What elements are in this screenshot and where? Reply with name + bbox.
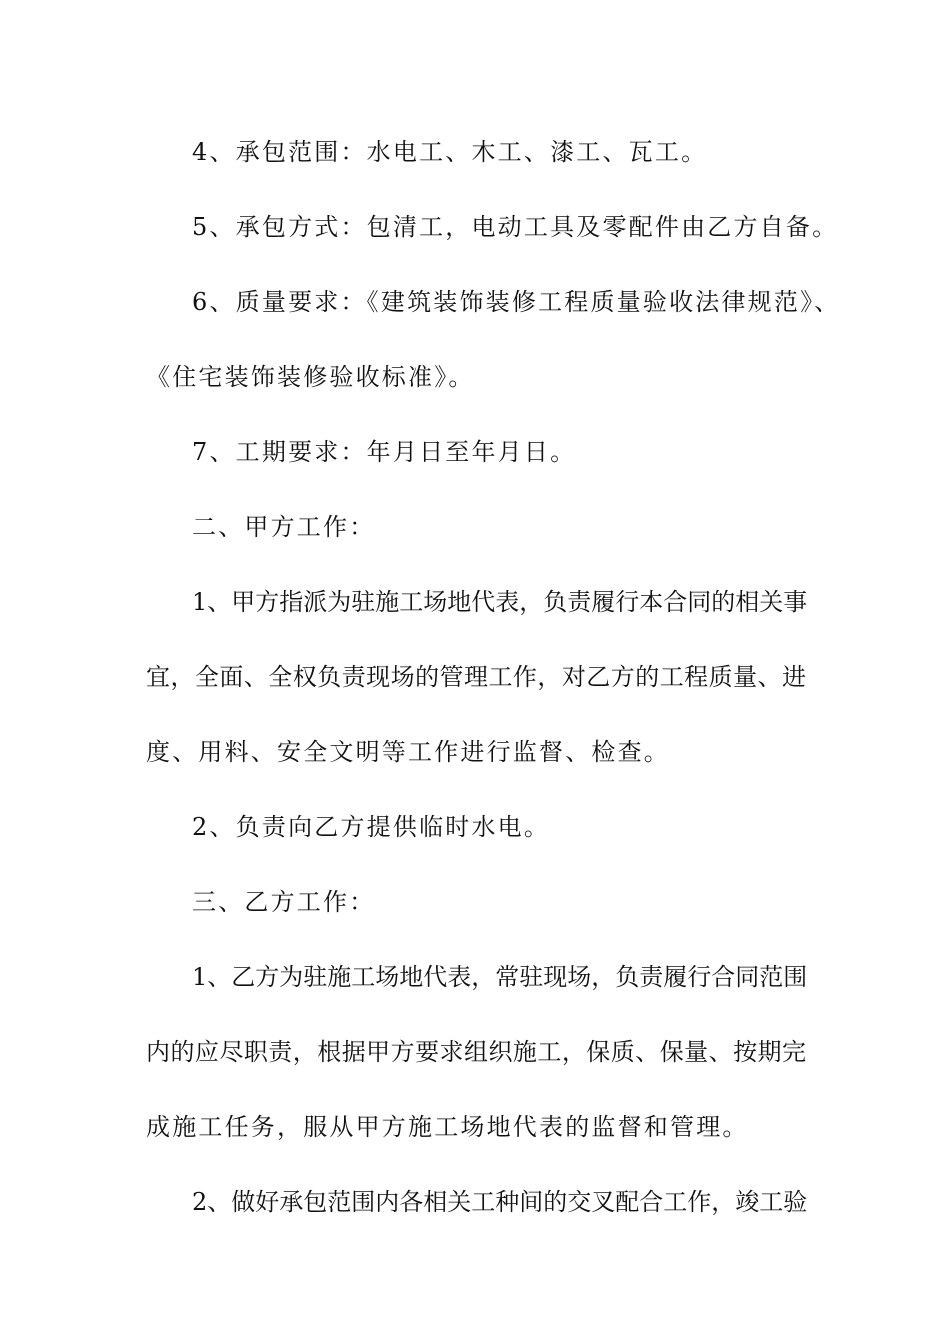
- clause-quality-requirements: 6、质量要求：《建筑装饰装修工程质量验收法律规范》、: [192, 288, 841, 316]
- party-b-item-1-line-1: 1、乙方为驻施工场地代表，常驻现场，负责履行合同范围: [192, 963, 808, 991]
- party-b-item-2-line-1: 2、做好承包范围内各相关工种间的交叉配合工作，竣工验: [192, 1188, 808, 1216]
- party-b-item-1-line-3: 成施工任务，服从甲方施工场地代表的监督和管理。: [146, 1113, 749, 1141]
- party-a-item-1-line-1: 1、甲方指派为驻施工场地代表，负责履行本合同的相关事: [192, 588, 808, 616]
- clause-quality-requirements-continued: 《住宅装饰装修验收标准》。: [146, 363, 475, 391]
- party-a-item-1-line-2: 宜，全面、全权负责现场的管理工作，对乙方的工程质量、进: [146, 663, 806, 691]
- party-a-item-1-line-3: 度、用料、安全文明等工作进行监督、检查。: [146, 738, 670, 766]
- clause-contract-scope: 4、承包范围：水电工、木工、漆工、瓦工。: [192, 138, 708, 166]
- party-b-item-1-line-2: 内的应尽职责，根据甲方要求组织施工，保质、保量、按期完: [146, 1038, 806, 1066]
- clause-contract-method: 5、承包方式：包清工，电动工具及零配件由乙方自备。: [192, 213, 839, 241]
- section-heading-party-b-work: 三、乙方工作：: [192, 888, 376, 916]
- party-a-item-2: 2、负责向乙方提供临时水电。: [192, 813, 551, 841]
- section-heading-party-a-work: 二、甲方工作：: [192, 513, 376, 541]
- clause-schedule-requirements: 7、工期要求：年月日至年月日。: [192, 438, 577, 466]
